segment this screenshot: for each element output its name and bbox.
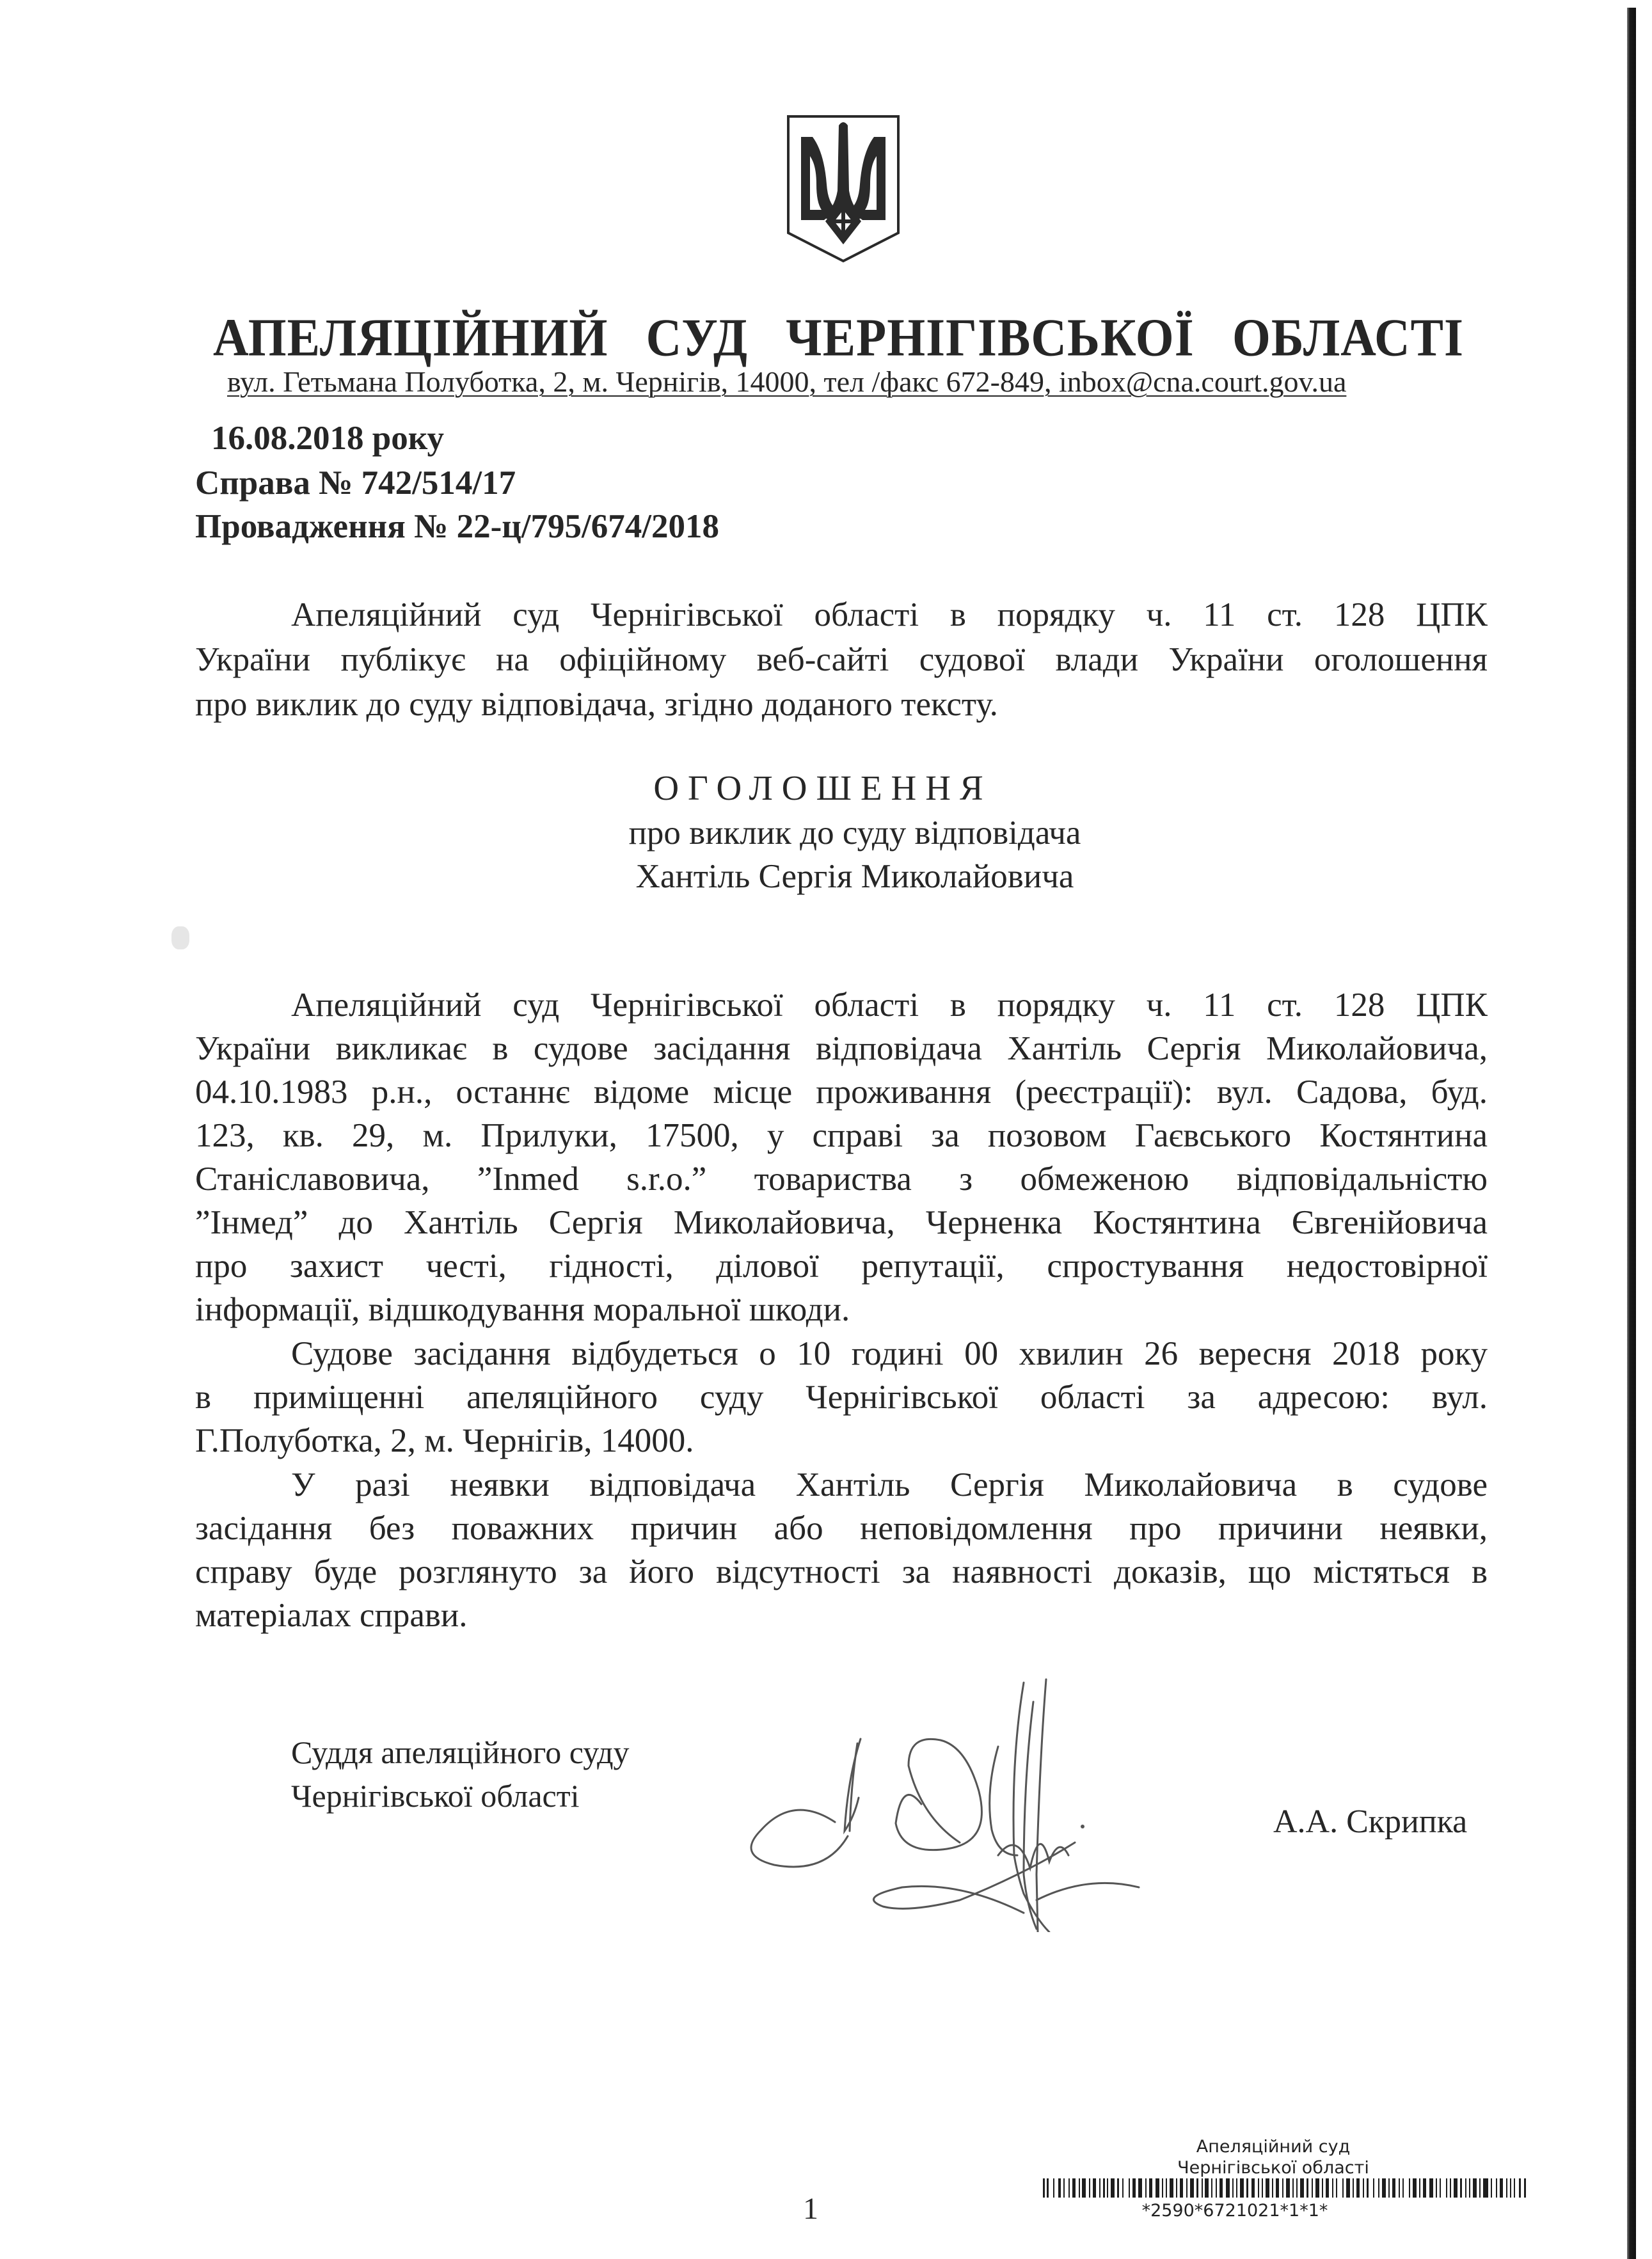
barcode-number: *2590*6721021*1*1*	[1141, 2201, 1328, 2221]
notice-subtitle: про виклик до суду відповідача	[628, 814, 1081, 852]
scan-edge-shadow	[1627, 8, 1636, 2259]
notice-heading: ОГОЛОШЕННЯ	[653, 768, 992, 807]
text-line: про виклик до суду відповідача, згідно доданого тексту.	[195, 686, 998, 723]
barcode-label-line1: Апеляційний суд	[1196, 2137, 1351, 2157]
case-number: Справа № 742/514/17	[195, 464, 516, 502]
text-line: матеріалах справи.	[195, 1597, 468, 1634]
handwritten-signature-icon	[691, 1663, 1248, 1932]
text-line: України публікує на офіційному веб-сайті судової влади України оголошення	[195, 641, 1488, 678]
text-line: України викликає в судове засідання відповідача Хантіль Сергія Миколайовича,	[195, 1030, 1488, 1067]
court-title	[213, 307, 1464, 369]
barcode-icon	[1043, 2178, 1529, 2198]
court-title-word: ОБЛАСТІ	[1232, 308, 1464, 367]
proceeding-number: Провадження № 22-ц/795/674/2018	[195, 508, 719, 545]
court-title-word: АПЕЛЯЦІЙНИЙ	[213, 308, 608, 367]
text-line: Судове засідання відбудеться о 10 годині 00 хвилин 26 вересня 2018 року	[291, 1335, 1488, 1372]
notice-defendant: Хантіль Сергія Миколайовича	[635, 858, 1074, 895]
text-line: Апеляційний суд Чернігівської області в порядку ч. 11 ст. 128 ЦПК	[291, 596, 1488, 633]
text-line: У разі неявки відповідача Хантіль Сергія Миколайовича в судове	[291, 1466, 1488, 1503]
text-line: інформації, відшкодування моральної шкоди.	[195, 1291, 850, 1328]
judge-position-line1: Суддя апеляційного суду	[291, 1734, 630, 1770]
text-line: засідання без поважних причин або неповідомлення про причини неявки,	[195, 1510, 1488, 1547]
court-title-word: СУД	[646, 308, 748, 367]
trident-coat-of-arms-icon	[786, 114, 901, 264]
text-line: ”Інмед” до Хантіль Сергія Миколайовича, Черненка Костянтина Євгенійовича	[195, 1204, 1488, 1241]
text-line: справу буде розглянуто за його відсутності за наявності доказів, що містяться в	[195, 1553, 1488, 1590]
text-line: Станіславовича, ”Inmed s.r.o.” товариства з обмеженою відповідальністю	[195, 1161, 1488, 1198]
judge-position-line2: Чернігівської області	[291, 1778, 580, 1814]
text-line: 04.10.1983 р.н., останнє відоме місце проживання (реєстрації): вул. Садова, буд.	[195, 1074, 1488, 1111]
text-line: в приміщенні апеляційного суду Чернігівської області за адресою: вул.	[195, 1379, 1488, 1416]
document-date: 16.08.2018 року	[211, 420, 445, 457]
text-line: Апеляційний суд Чернігівської області в порядку ч. 11 ст. 128 ЦПК	[291, 987, 1488, 1024]
text-line: Г.Полуботка, 2, м. Чернігів, 14000.	[195, 1422, 694, 1459]
scan-smudge	[171, 926, 189, 949]
court-address: вул. Гетьмана Полуботка, 2, м. Чернігів, 14000, тел /факс 672-849, inbox@cna.court.gov.ua	[227, 365, 1347, 398]
text-line: про захист честі, гідності, ділової репутації, спростування недостовірної	[195, 1248, 1488, 1285]
court-title-word: ЧЕРНІГІВСЬКОЇ	[786, 308, 1195, 367]
text-line: 123, кв. 29, м. Прилуки, 17500, у справі за позовом Гаєвського Костянтина	[195, 1117, 1488, 1154]
judge-name: А.А. Скрипка	[1273, 1803, 1468, 1840]
page-number: 1	[803, 2192, 818, 2226]
barcode-label-line2: Чернігівської області	[1177, 2158, 1369, 2178]
